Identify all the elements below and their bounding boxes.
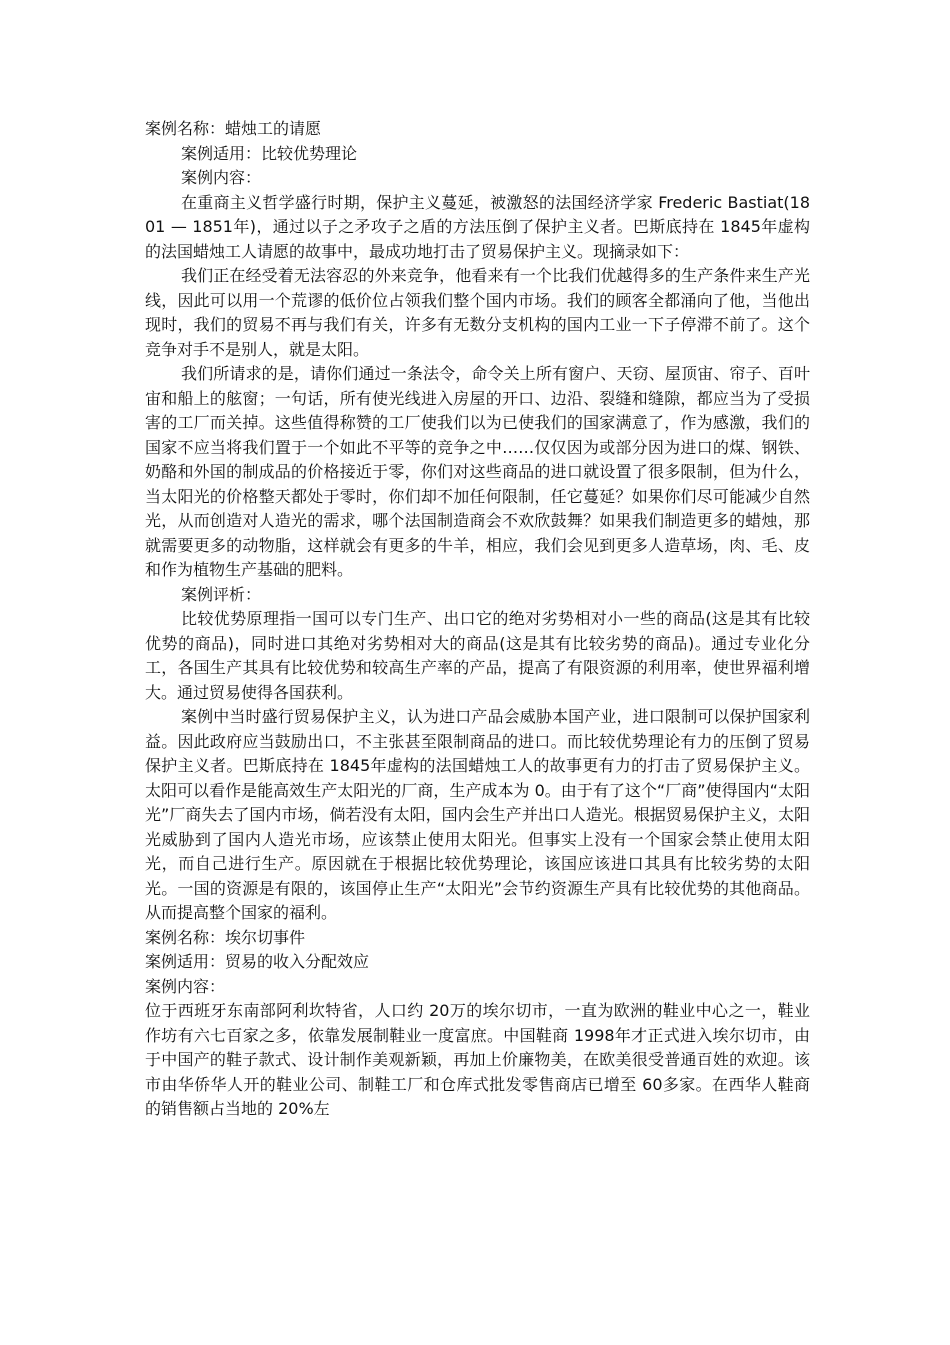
case1-analysis-paragraph: 案例中当时盛行贸易保护主义，认为进口产品会威胁本国产业，进口限制可以保护国家利益。因此政府应当鼓励出口，不主张甚至限制商品的进口。而比较优势理论有力的压倒了贸易保护主义者。巴斯底持在 1845年虚构的法国蜡烛工人的故事更有力的打击了贸易保护主义。太阳可以看作是能高效生产太阳光的厂商，生产成本为 0。由于有了这个“厂商”使得国内“太阳光”厂商失去了国内市场，倘若没有太阳，国内会生产并出口人造光。根据贸易保护主义，太阳光威胁到了国内人造光市场，应该禁止使用太阳光。但事实上没有一个国家会禁止使用太阳光，而自己进行生产。原因就在于根据比较优势理论，该国应该进口其具有比较劣势的太阳光。一国的资源是有限的，该国停止生产“太阳光”会节约资源生产具有比较优势的其他商品。从而提高整个国家的福利。 [145,707,810,922]
case2-content-paragraph: 位于西班牙东南部阿利坎特省，人口约 20万的埃尔切市，一直为欧洲的鞋业中心之一，鞋业作坊有六七百家之多，依靠发展制鞋业一度富庶。中国鞋商 1998年才正式进入埃尔切市，由于中国产的鞋子款式、设计制作美观新颖，再加上价廉物美，在欧美很受普通百姓的欢迎。该市由华侨华人开的鞋业公司、制鞋工厂和仓库式批发零售商店已增至 60多家。在西华人鞋商的销售额占当地的 20%左 [145,1001,810,1118]
case2-name: 案例名称：埃尔切事件 [145,927,306,947]
case1-name: 案例名称：蜡烛工的请愿 [145,119,322,138]
case1-content-paragraph: 在重商主义哲学盛行时期，保护主义蔓延，被激怒的法国经济学家 Frederic Bastiat(1801 — 1851年)，通过以子之矛攻子之盾的方法压倒了保护主义者。巴斯底持在 1845年虚构的法国蜡烛工人请愿的故事中，最成功地打击了贸易保护主义。现摘录如下： [145,192,810,261]
case1-applicable: 案例适用：比较优势理论 [181,143,358,163]
case1-content-label: 案例内容： [181,168,262,187]
case1-analysis-paragraph: 比较优势原理指一国可以专门生产、出口它的绝对劣势相对小一些的商品(这是其有比较优势的商品)，同时进口其绝对劣势相对大的商品(这是其有比较劣势的商品)。通过专业化分工，各国生产其具有比较优势和较高生产率的产品，提高了有限资源的利用率，使世界福利增大。通过贸易使得各国获利。 [145,609,810,702]
case2-content-label: 案例内容： [145,976,226,996]
case1-analysis-label: 案例评析： [181,584,262,604]
case1-content-paragraph: 我们所请求的是，请你们通过一条法令，命令关上所有窗户、天窃、屋顶宙、帘子、百叶宙和船上的舷窗；一句话，所有使光线进入房屋的开口、边沿、裂缝和缝隙，都应当为了受损害的工厂而关掉。这些值得称赞的工厂使我们以为已使我们的国家满意了，作为感激，我们的国家不应当将我们置于一个如此不平等的竞争之中……仅仅因为或部分因为进口的煤、钢铁、奶酪和外国的制成品的价格接近于零，你们对这些商品的进口就设置了很多限制，但为什么，当太阳光的价格整天都处于零时，你们却不加任何限制，任它蔓延？如果你们尽可能减少自然光，从而创造对人造光的需求，哪个法国制造商会不欢欣鼓舞？如果我们制造更多的蜡烛，那就需要更多的动物脂，这样就会有更多的牛羊，相应，我们会见到更多人造草场，肉、毛、皮和作为植物生产基础的肥料。 [145,364,810,579]
case1-content-paragraph: 我们正在经受着无法容忍的外来竞争，他看来有一个比我们优越得多的生产条件来生产光线，因此可以用一个荒谬的低价位占领我们整个国内市场。我们的顾客全都涌向了他，当他出现时，我们的贸易不再与我们有关，许多有无数分支机构的国内工业一下子停滞不前了。这个竞争对手不是别人，就是太阳。 [145,266,810,359]
case2-applicable: 案例适用：贸易的收入分配效应 [145,952,370,971]
document-body [145,117,810,1122]
